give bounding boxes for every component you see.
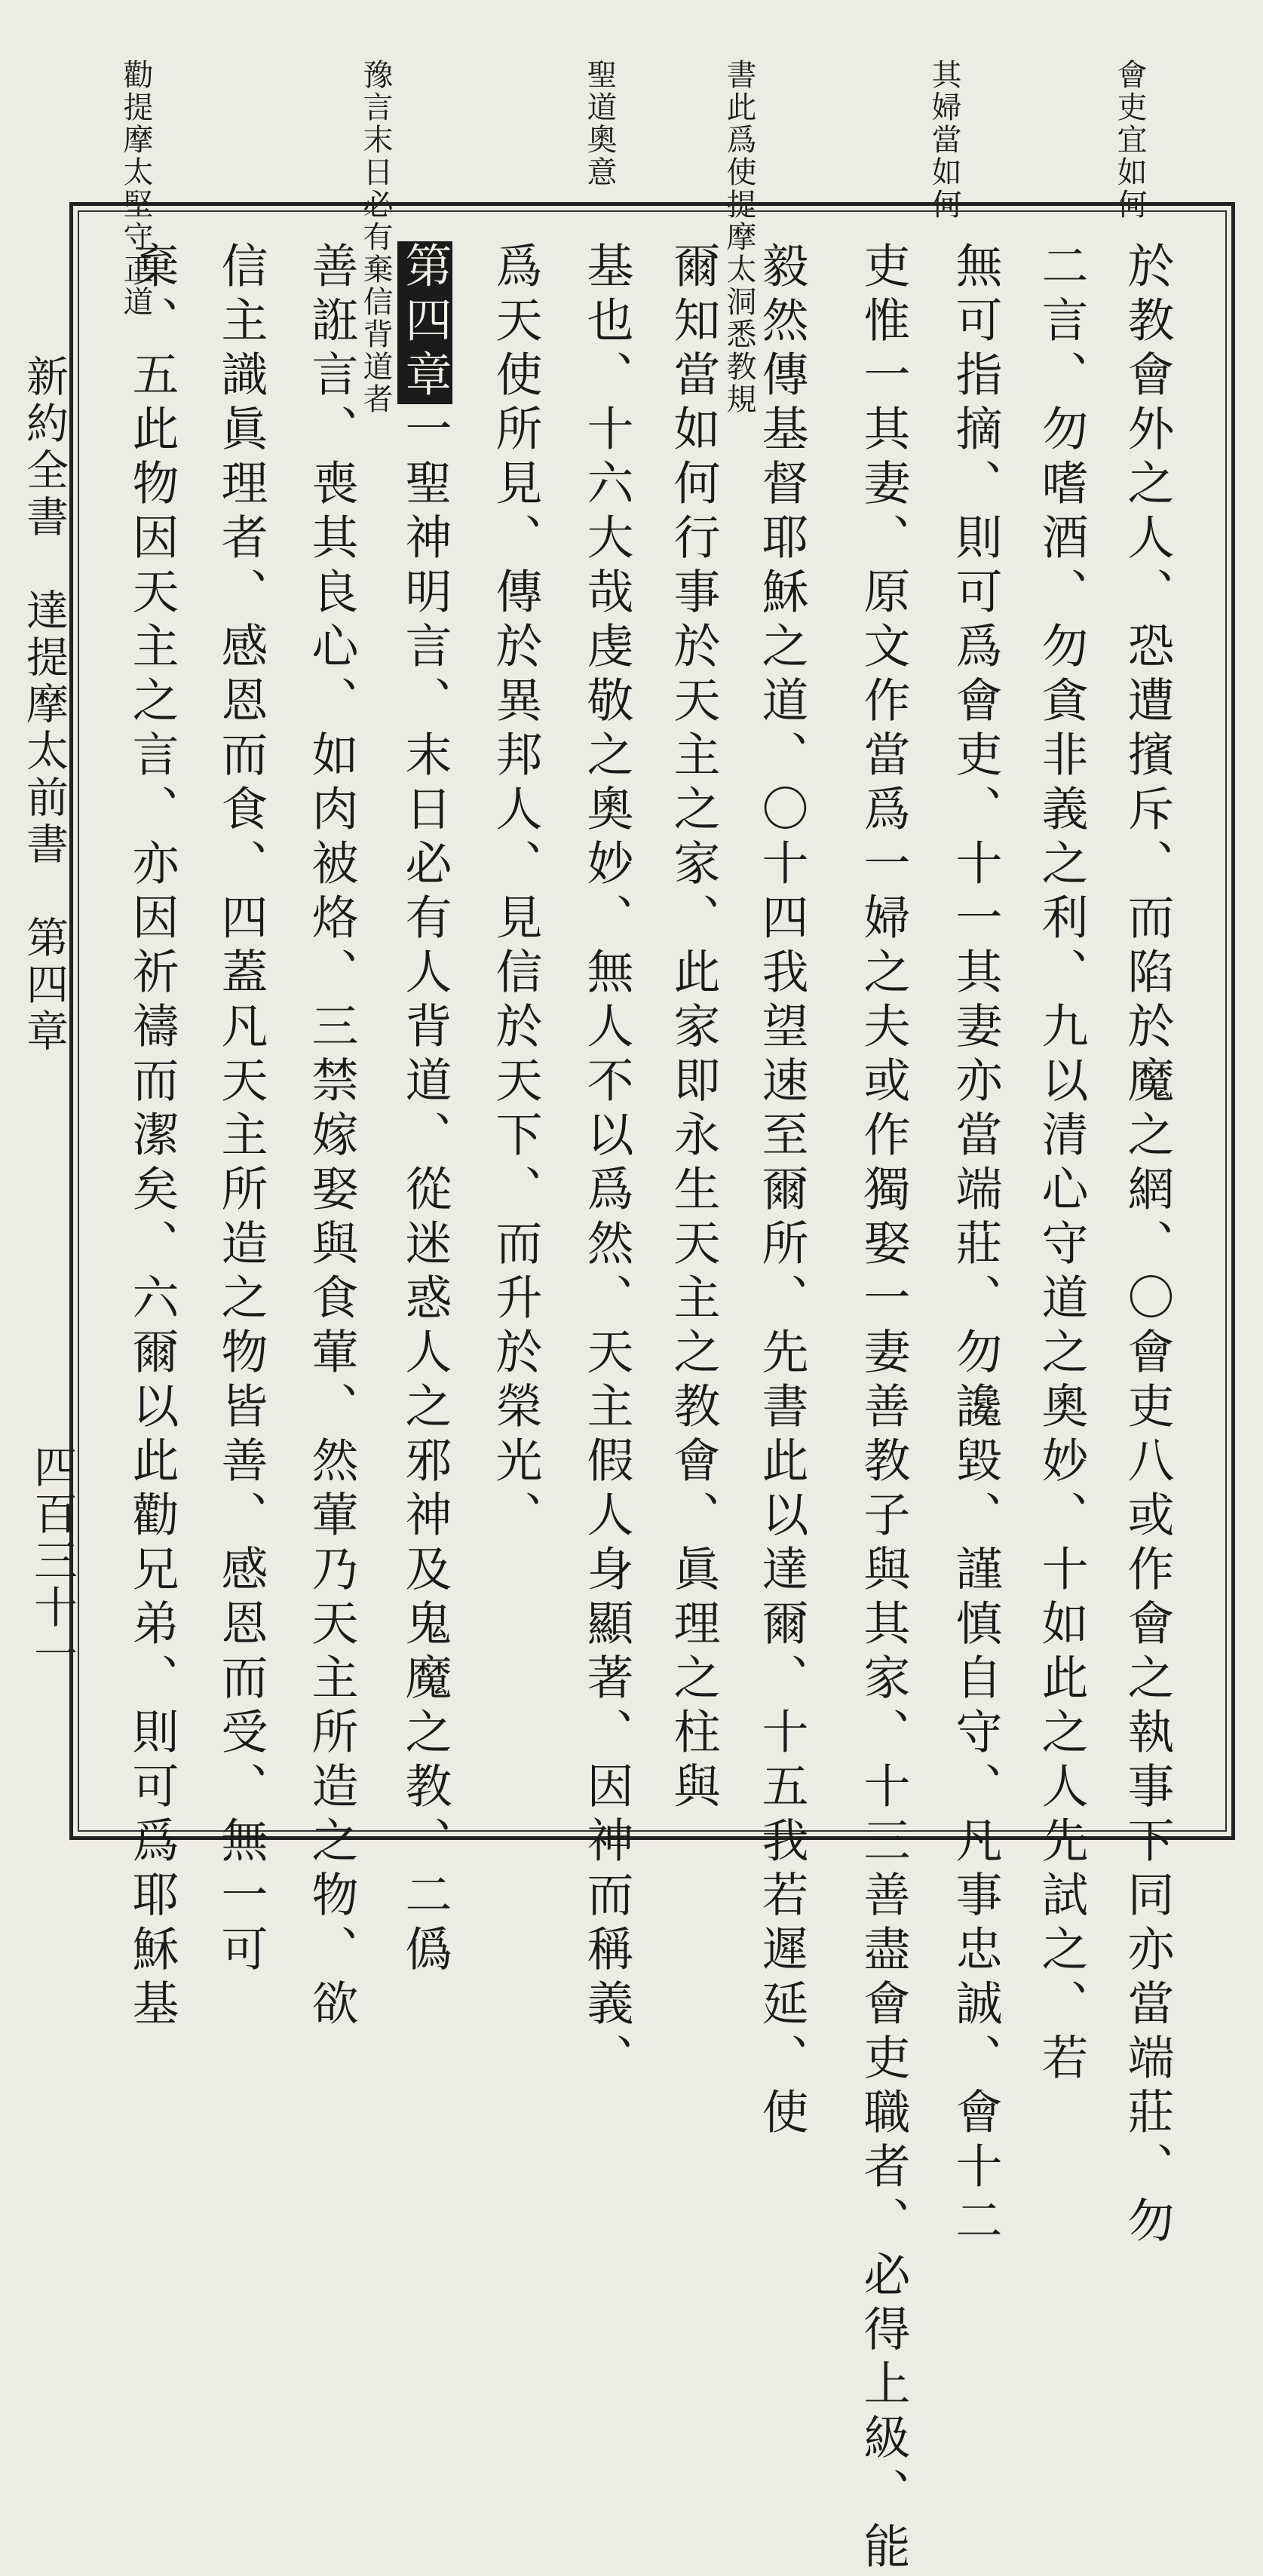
text-column-8: 爲天使所見、傳於異邦人、見信於天下、而升於榮光、 xyxy=(488,241,543,1544)
running-title: 新約全書 達提摩太前書 第四章 xyxy=(20,354,69,1056)
header-note-1: 會吏宜如何 xyxy=(1112,59,1147,221)
text-column-11: 信主識眞理者、感恩而食、四蓋凡天主所造之物皆善、感恩而受、無一可 xyxy=(213,241,268,1979)
header-note-3: 書此爲使提摩太洞悉教規 xyxy=(722,59,756,416)
text-column-3: 無可指摘、則可爲會吏、十一其妻亦當端莊、勿讒毀、謹慎自守、凡事忠誠、會十二 xyxy=(948,241,1003,2250)
text-column-2: 二言、勿嗜酒、勿貪非義之利、九以清心守道之奧妙、十如此之人先試之、若 xyxy=(1034,241,1089,2087)
header-note-4: 聖道奧意 xyxy=(582,59,617,189)
text-column-1: 於教會外之人、恐遭擯斥、而陷於魔之網、〇會吏八或作會之執事下同亦當端莊、勿 xyxy=(1120,241,1175,2250)
header-note-6: 勸提摩太堅守正道 xyxy=(118,59,153,318)
text-column-10: 善誑言、喪其良心、如肉被烙、三禁嫁娶與食葷、然葷乃天主所造之物、欲 xyxy=(304,241,359,2033)
text-column-6: 爾知當如何行事於天主之家、此家即永生天主之教會、眞理之柱與 xyxy=(666,241,721,1816)
text-column-4: 吏惟一其妻、原文作當爲一婦之夫或作獨娶一妻善教子與其家、十三善盡會吏職者、必得上級、能 xyxy=(856,241,911,2576)
header-note-5: 豫言末日必有棄信背道者 xyxy=(358,59,393,416)
text-column-5: 毅然傳基督耶穌之道、〇十四我望速至爾所、先書此以達爾、十五我若遲延、使 xyxy=(754,241,809,2142)
text-column-7: 基也、十六大哉虔敬之奧妙、無人不以爲然、天主假人身顯著、因神而稱義、 xyxy=(579,241,634,2087)
text-column-9-body: 一聖神明言、末日必有人背道、從迷惑人之邪神及鬼魔之教、二僞 xyxy=(397,404,452,1979)
page-number: 四百三十一 xyxy=(26,1444,78,1678)
header-note-2: 其婦當如何 xyxy=(927,59,961,221)
text-column-12: 棄、五此物因天主之言、亦因祈禱而潔矣、六爾以此勸兄弟、則可爲耶穌基 xyxy=(124,241,179,2033)
chapter-heading: 第四章 xyxy=(397,241,452,404)
text-column-9 xyxy=(397,241,452,1979)
